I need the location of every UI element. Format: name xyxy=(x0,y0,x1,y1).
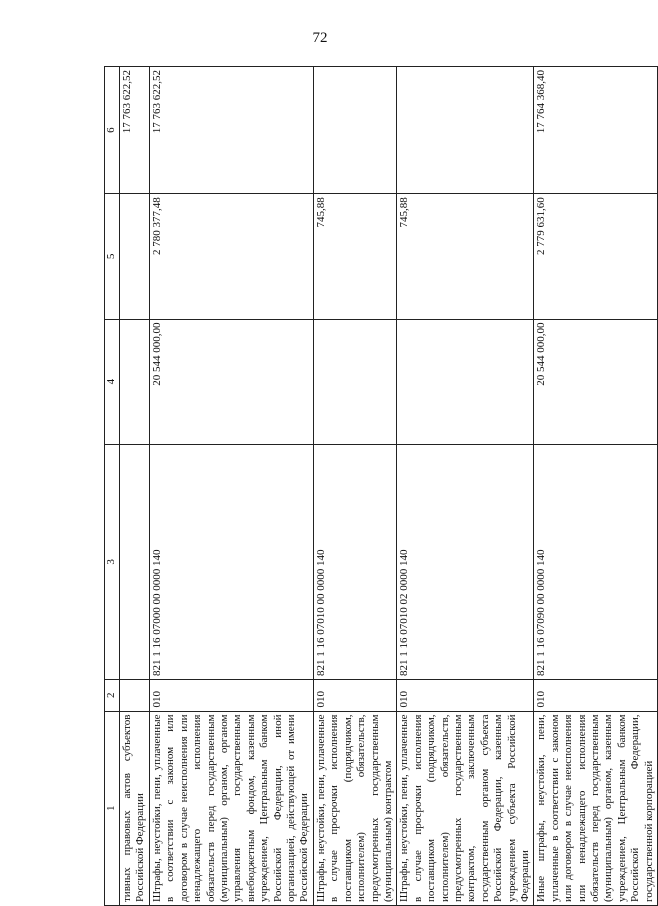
row-total xyxy=(313,67,396,194)
row-kbk: 821 1 16 07090 00 0000 140 xyxy=(534,444,658,679)
rotated-table-area xyxy=(104,66,655,906)
budget-table xyxy=(104,66,658,906)
row-name: Штрафы, неустойки, пени, уплаченные в случае просрочки исполнения поставщиком (подрядчиком, исполнителем) обязательств, предусмотренных государственным (муниципальным) контрактом xyxy=(313,711,396,905)
row-total: 17 763 622,52 xyxy=(120,67,150,194)
row-code: 010 xyxy=(397,679,534,711)
row-kbk: 821 1 16 07000 00 0000 140 xyxy=(150,444,314,679)
row-code xyxy=(120,679,150,711)
row-name: Штрафы, неустойки, пени, уплаченные в соответствии с законом или договором в случае неисполнения или ненадлежащего исполнения обязательств перед государственным (муниципальным) органом, органом управления государственным внебюджетным фондом, казенным учреждением, Центральным банком Российской Федерации, иной организацией, действующей от имени Российской Федерации xyxy=(150,711,314,905)
row-fact xyxy=(120,194,150,319)
row-code: 010 xyxy=(534,679,658,711)
table-frame xyxy=(104,66,655,906)
header-col-6: 6 xyxy=(105,67,120,194)
row-plan xyxy=(120,319,150,444)
row-kbk: 821 1 16 07010 00 0000 140 xyxy=(313,444,396,679)
header-col-5: 5 xyxy=(105,194,120,319)
page-number: 72 xyxy=(312,30,328,46)
row-fact: 745,88 xyxy=(313,194,396,319)
row-plan xyxy=(313,319,396,444)
table-row xyxy=(534,67,658,906)
header-col-3: 3 xyxy=(105,444,120,679)
row-name: Иные штрафы, неустойки, пени, уплаченные в соответствии с законом или договором в случае неисполнения или ненадлежащего исполнения обязательств перед государственным (муниципальным) органом, казенным учреждением, Центральным банком Российской Федерации, государственной корпорацией xyxy=(534,711,658,905)
header-col-1: 1 xyxy=(105,711,120,905)
table-row xyxy=(120,67,150,906)
table-row xyxy=(313,67,396,906)
row-kbk xyxy=(120,444,150,679)
row-name: Штрафы, неустойки, пени, уплаченные в случае просрочки исполнения поставщиком (подрядчиком, исполнителем) обязательств, предусмотренных государственным контрактом, заключенным государственным органом субъекта Российской Федерации, казенным учреждением субъекта Российской Федерации xyxy=(397,711,534,905)
row-plan xyxy=(397,319,534,444)
row-total: 17 764 368,40 xyxy=(534,67,658,194)
row-fact: 745,88 xyxy=(397,194,534,319)
row-name: тивных правовых актов субъектов Российской Федерации xyxy=(120,711,150,905)
row-total xyxy=(397,67,534,194)
table-header-row xyxy=(105,67,120,906)
row-plan: 20 544 000,00 xyxy=(534,319,658,444)
header-col-2: 2 xyxy=(105,679,120,711)
header-col-4: 4 xyxy=(105,319,120,444)
row-code: 010 xyxy=(313,679,396,711)
table-row xyxy=(150,67,314,906)
row-code: 010 xyxy=(150,679,314,711)
table-row xyxy=(397,67,534,906)
row-kbk: 821 1 16 07010 02 0000 140 xyxy=(397,444,534,679)
row-fact: 2 780 377,48 xyxy=(150,194,314,319)
row-total: 17 763 622,52 xyxy=(150,67,314,194)
row-fact: 2 779 631,60 xyxy=(534,194,658,319)
row-plan: 20 544 000,00 xyxy=(150,319,314,444)
